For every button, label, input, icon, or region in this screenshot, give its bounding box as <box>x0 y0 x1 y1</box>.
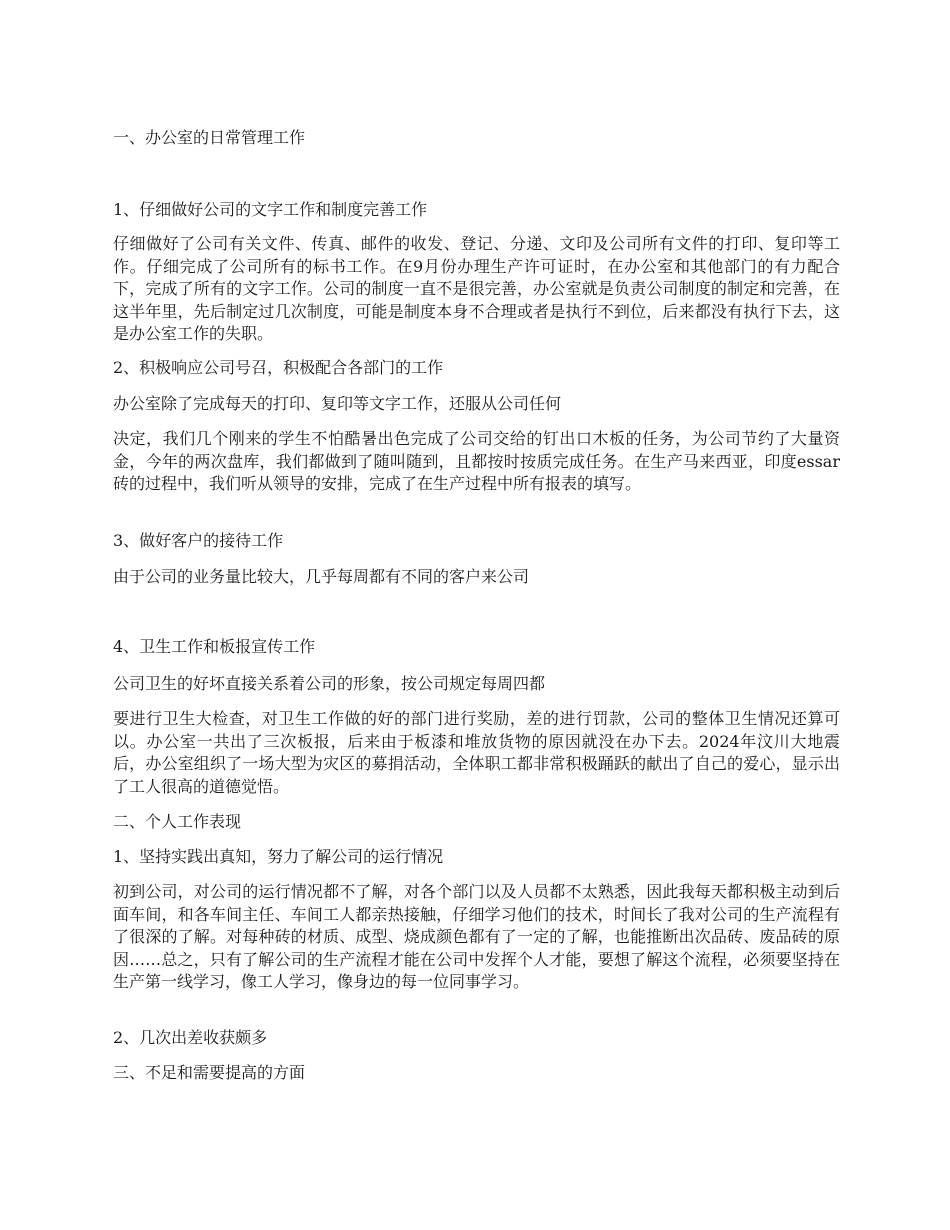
section-heading-3: 三、不足和需要提高的方面 <box>113 1063 306 1082</box>
section-heading-1: 一、办公室的日常管理工作 <box>113 128 306 147</box>
paragraph-5: 公司卫生的好坏直接关系着公司的形象，按公司规定每周四都 <box>113 674 546 693</box>
paragraph-6: 要进行卫生大检查，对卫生工作做的好的部门进行奖励，差的进行罚款，公司的整体卫生情况还算可以。办公室一共出了三次板报，后来由于板漆和堆放货物的原因就没在办下去。2024年汶川大地震后，办公室组织了一场大型为灾区的募捐活动，全体职工都非常积极踊跃的献出了自己的爱心，显示出了工人很高的道德觉悟。 <box>113 709 840 796</box>
subheading-2-2: 2、几次出差收获颇多 <box>113 1028 268 1047</box>
paragraph-7: 初到公司，对公司的运行情况都不了解，对各个部门以及人员都不太熟悉，因此我每天都积极主动到后面车间，和各车间主任、车间工人都亲热接触，仔细学习他们的技术，时间长了我对公司的生产流程有了很深的了解。对每种砖的材质、成型、烧成颜色都有了一定的了解，也能推断出次品砖、废品砖的原因……总之，只有了解公司的生产流程才能在公司中发挥个人才能，要想了解这个流程，必须要坚持在生产第一线学习，像工人学习，像身边的每一位同事学习。 <box>113 882 840 991</box>
subheading-2-1: 1、坚持实践出真知，努力了解公司的运行情况 <box>113 847 444 866</box>
paragraph-1: 仔细做好了公司有关文件、传真、邮件的收发、登记、分递、文印及公司所有文件的打印、复印等工作。仔细完成了公司所有的标书工作。在9月份办理生产许可证时，在办公室和其他部门的有力配合下，完成了所有的文字工作。公司的制度一直不是很完善，办公室就是负责公司制度的制定和完善，在这半年里，先后制定过几次制度，可能是制度本身不合理或者是执行不到位，后来都没有执行下去，这是办公室工作的失职。 <box>113 234 840 343</box>
subheading-1-1: 1、仔细做好公司的文字工作和制度完善工作 <box>113 200 428 219</box>
paragraph-3: 决定，我们几个刚来的学生不怕酷暑出色完成了公司交给的钉出口木板的任务，为公司节约了大量资金，今年的两次盘库，我们都做到了随叫随到，且都按时按质完成任务。在生产马来西亚，印度essar砖的过程中，我们听从领导的安排，完成了在生产过程中所有报表的填写。 <box>113 429 840 493</box>
section-heading-2: 二、个人工作表现 <box>113 812 242 831</box>
paragraph-2: 办公室除了完成每天的打印、复印等文字工作，还服从公司任何 <box>113 394 562 413</box>
subheading-1-4: 4、卫生工作和板报宣传工作 <box>113 637 316 656</box>
paragraph-4: 由于公司的业务量比较大，几乎每周都有不同的客户来公司 <box>113 567 530 586</box>
subheading-1-2: 2、积极响应公司号召，积极配合各部门的工作 <box>113 358 444 377</box>
subheading-1-3: 3、做好客户的接待工作 <box>113 531 284 550</box>
